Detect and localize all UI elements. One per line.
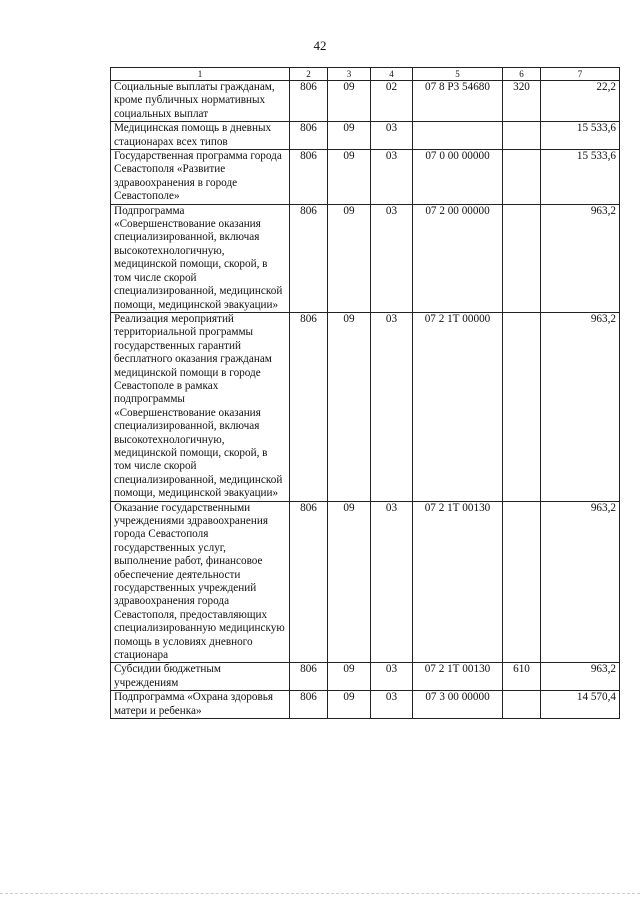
row-amount: 22,2 (541, 81, 620, 122)
header-col-7: 7 (541, 68, 620, 81)
header-col-1: 1 (111, 68, 290, 81)
row-name-cell: Медицинская помощь в дневных стационарах всех типов (111, 122, 290, 150)
table-row (111, 691, 620, 719)
row-subsection-code: 02 (371, 81, 413, 122)
row-expense-type (503, 501, 541, 663)
budget-table (110, 67, 620, 719)
row-subsection-code: 03 (371, 150, 413, 205)
page-bottom-divider (0, 893, 640, 894)
row-section-code: 09 (328, 122, 371, 150)
row-expense-type (503, 691, 541, 719)
header-col-2: 2 (290, 68, 328, 81)
row-expense-type (503, 122, 541, 150)
row-name-cell: Государственная программа города Севастополя «Развитие здравоохранения в городе Севастополе» (111, 150, 290, 205)
table-header (111, 68, 620, 81)
table-row (111, 81, 620, 122)
row-section-code: 09 (328, 81, 371, 122)
row-name-cell: Подпрограмма «Совершенствование оказания специализированной, включая высокотехнологичную, медицинской помощи, скорой, в том числе скорой специализированной, медицинской помощи, медицинской эвакуации» (111, 204, 290, 312)
row-subsection-code: 03 (371, 501, 413, 663)
row-amount: 963,2 (541, 312, 620, 501)
row-subsection-code: 03 (371, 663, 413, 691)
row-expense-type: 320 (503, 81, 541, 122)
row-subsection-code: 03 (371, 204, 413, 312)
row-section-code: 09 (328, 150, 371, 205)
header-col-5: 5 (413, 68, 503, 81)
row-name-cell: Оказание государственными учреждениями здравоохранения города Севастополя государственных услуг, выполнение работ, финансовое обеспечение деятельности государственных учреждений здравоохранения города Севастополя, предоставляющих специализированную медицинскую помощь в условиях дневного стационара (111, 501, 290, 663)
row-subsection-code: 03 (371, 122, 413, 150)
row-section-code: 09 (328, 204, 371, 312)
row-target-article: 07 0 00 00000 (413, 150, 503, 205)
row-target-article: 07 2 1Т 00130 (413, 501, 503, 663)
row-ministry-code: 806 (290, 501, 328, 663)
table-body (111, 81, 620, 719)
row-amount: 963,2 (541, 501, 620, 663)
row-subsection-code: 03 (371, 312, 413, 501)
row-name-cell: Социальные выплаты гражданам, кроме публичных нормативных социальных выплат (111, 81, 290, 122)
row-ministry-code: 806 (290, 150, 328, 205)
row-target-article: 07 2 1Т 00130 (413, 663, 503, 691)
header-col-6: 6 (503, 68, 541, 81)
table-row (111, 312, 620, 501)
row-ministry-code: 806 (290, 691, 328, 719)
row-target-article: 07 2 1Т 00000 (413, 312, 503, 501)
row-name-cell: Подпрограмма «Охрана здоровья матери и ребенка» (111, 691, 290, 719)
table-row (111, 122, 620, 150)
row-section-code: 09 (328, 691, 371, 719)
row-ministry-code: 806 (290, 122, 328, 150)
page-number: 42 (313, 38, 327, 53)
row-ministry-code: 806 (290, 312, 328, 501)
row-amount: 963,2 (541, 663, 620, 691)
row-section-code: 09 (328, 501, 371, 663)
row-subsection-code: 03 (371, 691, 413, 719)
header-col-4: 4 (371, 68, 413, 81)
header-col-3: 3 (328, 68, 371, 81)
row-name-cell: Реализация мероприятий территориальной программы государственных гарантий бесплатного оказания гражданам медицинской помощи в городе Севастополе в рамках подпрограммы «Совершенствование оказания специализированной, включая высокотехнологичную, медицинской помощи, скорой, в том числе скорой специализированной, медицинской помощи, медицинской эвакуации» (111, 312, 290, 501)
table-row (111, 150, 620, 205)
row-name-cell: Субсидии бюджетным учреждениям (111, 663, 290, 691)
row-ministry-code: 806 (290, 663, 328, 691)
row-target-article: 07 8 Р3 54680 (413, 81, 503, 122)
table-row (111, 501, 620, 663)
row-amount: 15 533,6 (541, 150, 620, 205)
header-row (111, 68, 620, 81)
row-target-article: 07 2 00 00000 (413, 204, 503, 312)
row-amount: 14 570,4 (541, 691, 620, 719)
row-ministry-code: 806 (290, 81, 328, 122)
row-section-code: 09 (328, 312, 371, 501)
row-expense-type (503, 150, 541, 205)
row-expense-type (503, 204, 541, 312)
row-ministry-code: 806 (290, 204, 328, 312)
row-target-article: 07 3 00 00000 (413, 691, 503, 719)
row-expense-type (503, 312, 541, 501)
table-row (111, 663, 620, 691)
table-row (111, 204, 620, 312)
row-amount: 963,2 (541, 204, 620, 312)
row-amount: 15 533,6 (541, 122, 620, 150)
row-target-article (413, 122, 503, 150)
row-expense-type: 610 (503, 663, 541, 691)
row-section-code: 09 (328, 663, 371, 691)
